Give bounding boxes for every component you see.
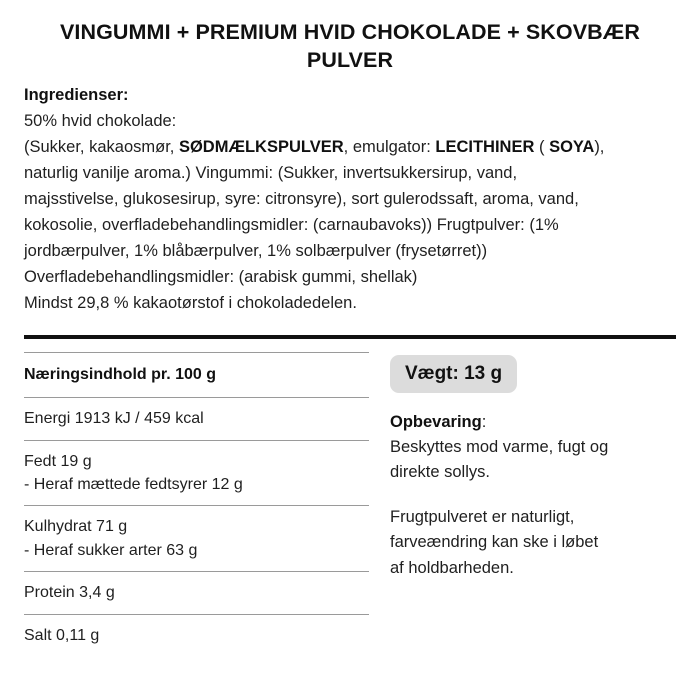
storage-note-line-2: farveændring kan ske i løbet	[390, 533, 599, 552]
storage-heading	[390, 410, 676, 435]
nutrition-value-sub: - Heraf mættede fedtsyrer 12 g	[24, 476, 243, 494]
ingredients-line-8: Mindst 29,8 % kakaotørstof i chokoladedelen.	[24, 294, 357, 313]
ingredients-section	[24, 84, 676, 316]
allergen-lecithiner: LECITHINER	[435, 137, 535, 156]
ingredients-line-1: 50% hvid chokolade:	[24, 111, 177, 130]
nutrition-value-main: Fedt 19 g	[24, 452, 92, 470]
ingredients-heading: Ingredienser:	[24, 85, 129, 104]
nutrition-column	[24, 352, 369, 656]
storage-section	[390, 410, 676, 580]
storage-heading-colon: :	[481, 413, 487, 432]
storage-note-line-1: Frugtpulveret er naturligt,	[390, 508, 575, 527]
storage-spacer	[390, 485, 676, 505]
nutrition-value-sub: - Heraf sukker arter 63 g	[24, 541, 198, 559]
ingredients-line-2-text-d: ),	[594, 137, 605, 156]
storage-note-line-3: af holdbarheden.	[390, 558, 514, 577]
nutrition-value-main: Kulhydrat 71 g	[24, 518, 128, 536]
nutrition-table	[24, 352, 369, 656]
table-row	[24, 397, 369, 439]
nutrition-table-header: Næringsindhold pr. 100 g	[24, 352, 369, 397]
storage-line-1: Beskyttes mod varme, fugt og	[390, 438, 609, 457]
ingredients-line-2-text-c: (	[534, 137, 550, 156]
ingredients-line-2-text-a: (Sukker, kakaosmør,	[24, 137, 179, 156]
table-row	[24, 440, 369, 506]
lower-columns	[24, 352, 676, 656]
table-row	[24, 614, 369, 656]
allergen-sodmaelkspulver: SØDMÆLKSPULVER	[178, 137, 344, 156]
storage-heading-label: Opbevaring	[390, 413, 482, 432]
page-title: VINGUMMI + PREMIUM HVID CHOKOLADE + SKOVBÆR PULVER	[59, 20, 641, 73]
ingredients-line-2-text-b: , emulgator:	[343, 137, 436, 156]
nutrition-value-main: Energi 1913 kJ / 459 kcal	[24, 410, 204, 428]
ingredients-body	[24, 108, 676, 317]
ingredients-line-2	[24, 134, 676, 160]
nutrition-value-main: Salt 0,11 g	[24, 626, 100, 644]
storage-line-2: direkte sollys.	[390, 463, 490, 482]
ingredients-line-3: naturlig vanilje aroma.) Vingummi: (Sukker, invertsukkersirup, vand,	[24, 163, 518, 182]
ingredients-line-7: Overfladebehandlingsmidler: (arabisk gummi, shellak)	[24, 268, 418, 287]
ingredients-line-6: jordbærpulver, 1% blåbærpulver, 1% solbærpulver (frysetørret))	[24, 241, 488, 260]
table-row	[24, 505, 369, 571]
nutrition-value-main: Protein 3,4 g	[24, 584, 115, 602]
info-column	[369, 352, 676, 581]
ingredients-line-5: kokosolie, overfladebehandlingsmidler: (carnaubavoks)) Frugtpulver: (1%	[24, 215, 559, 234]
allergen-soya: SOYA	[549, 137, 595, 156]
ingredients-line-4: majsstivelse, glukosesirup, syre: citronsyre), sort gulerodssaft, aroma, vand,	[24, 189, 579, 208]
section-divider	[24, 335, 676, 339]
weight-badge: Vægt: 13 g	[390, 355, 517, 393]
table-row	[24, 571, 369, 613]
